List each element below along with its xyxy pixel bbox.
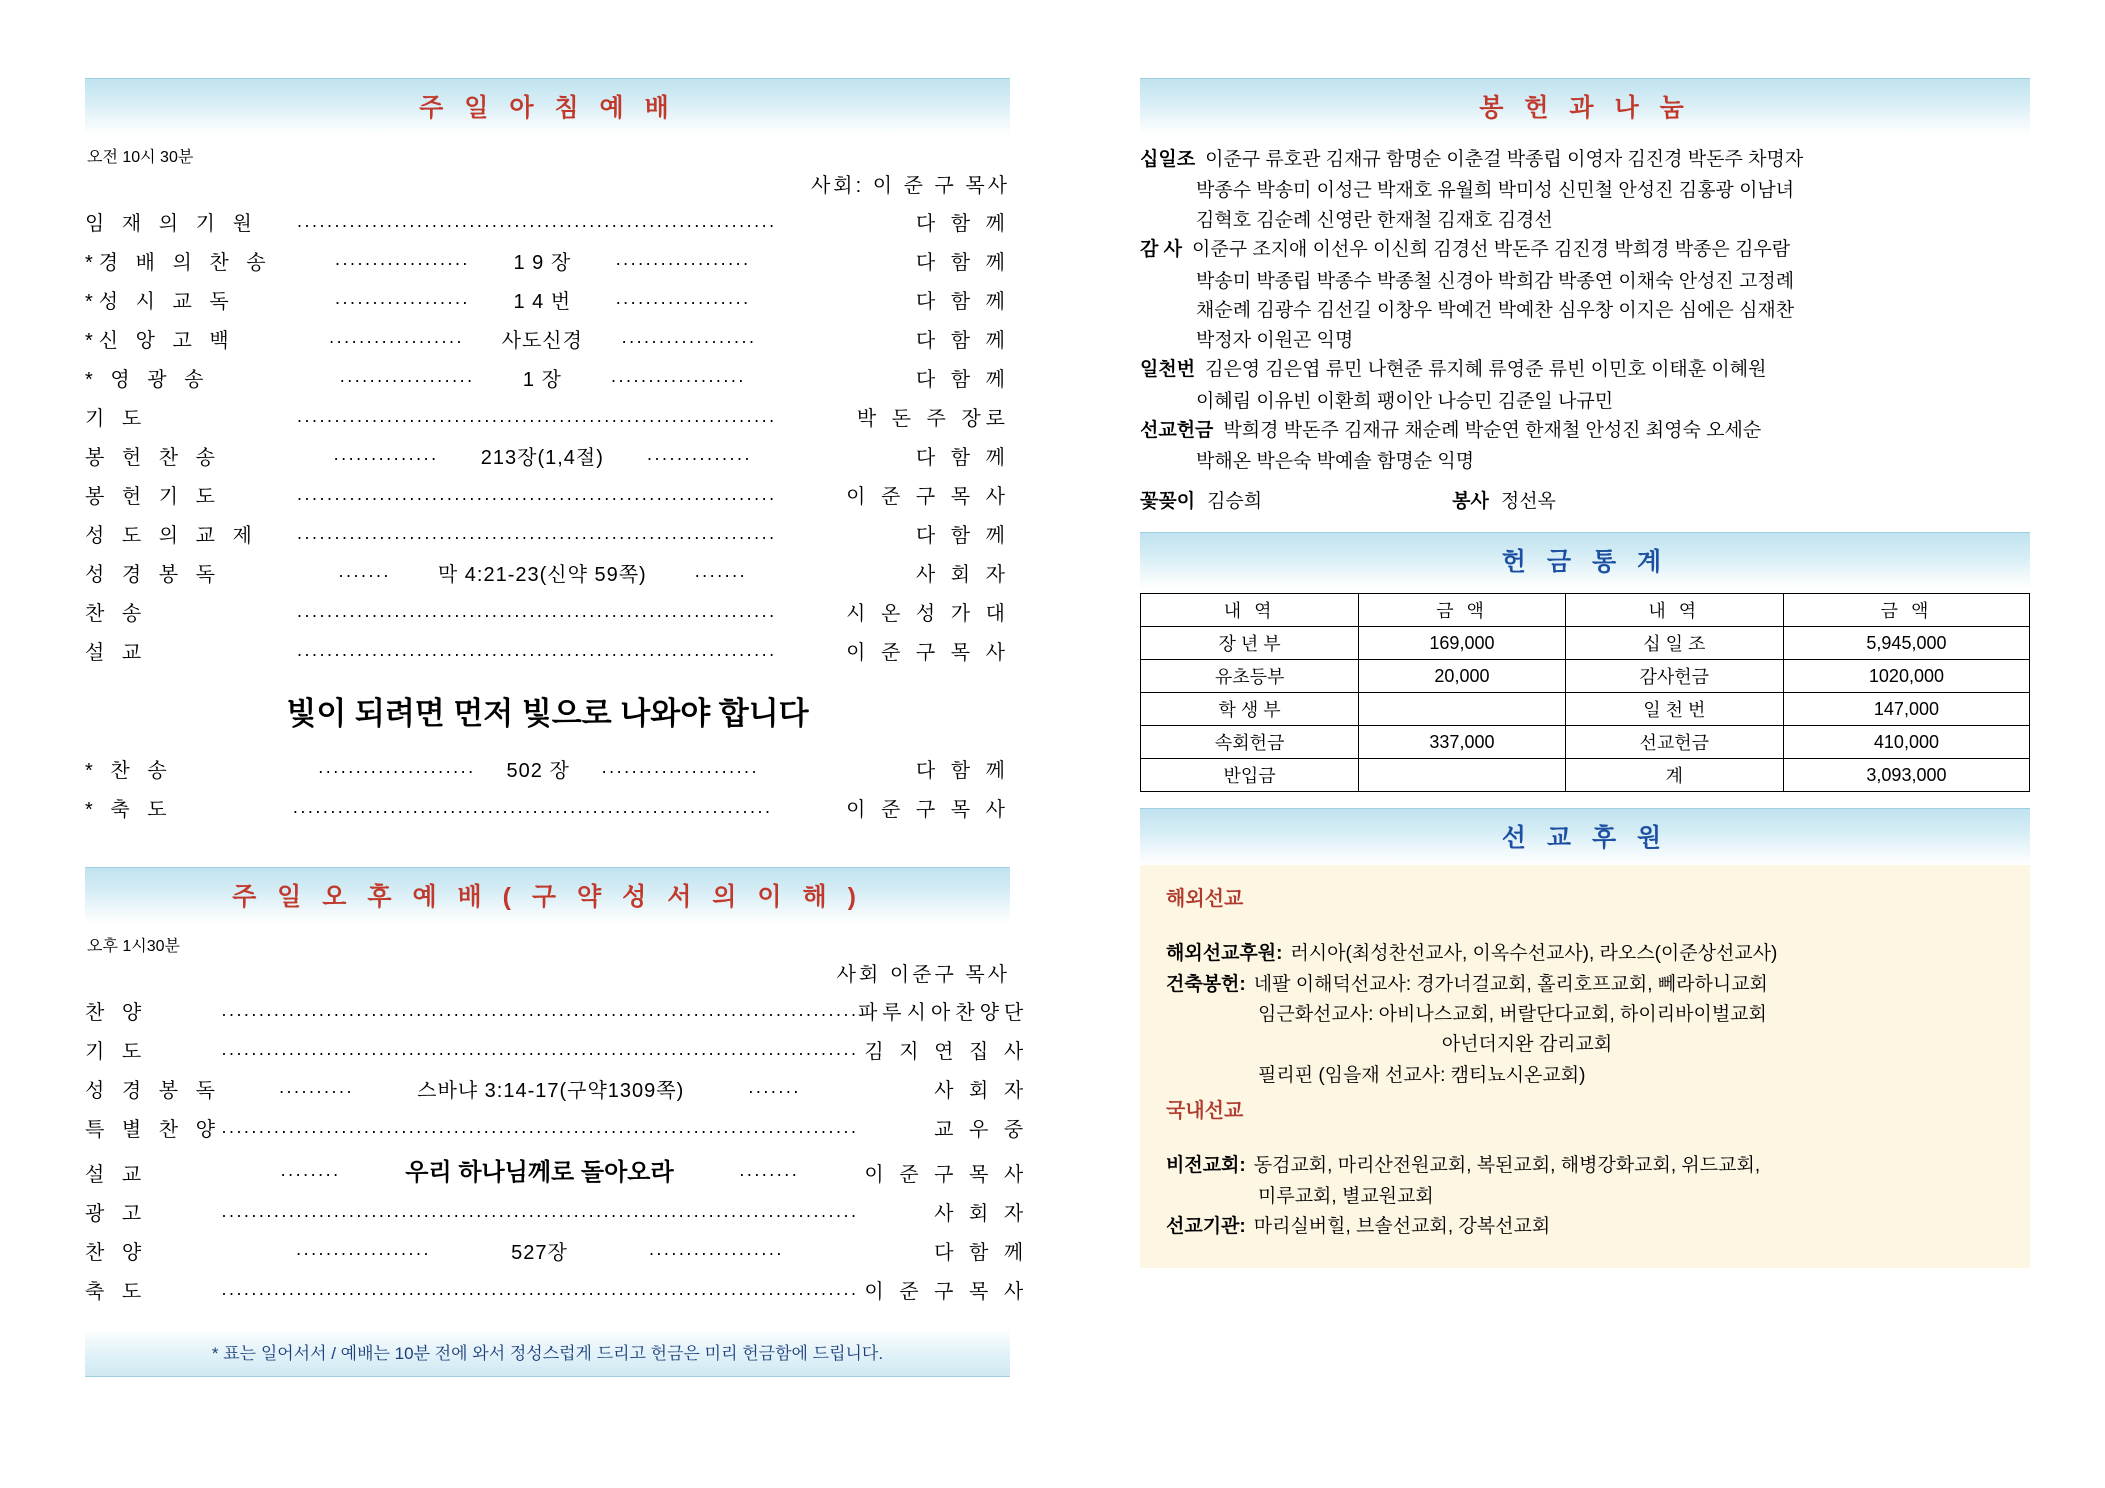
stats-cell: 5,945,000 [1783, 627, 2029, 660]
mission-line-text: 동검교회, 마리산전원교회, 복된교회, 해병강화교회, 위드교회, [1253, 1155, 1761, 1177]
offering-names: 박해온 박은숙 박예솔 함명순 익명 [1196, 451, 1475, 473]
order-who: 다 함 께 [934, 1242, 1029, 1264]
order-detail [292, 788, 784, 827]
flower-label: 꽃꽂이 [1140, 490, 1196, 512]
order-detail: ·················· 1 9 장 ·················· [297, 241, 789, 280]
stats-cell [1359, 759, 1565, 792]
order-detail: ·················· 1 장 ·················· [297, 358, 789, 397]
order-who: 다 함 께 [915, 369, 1010, 391]
order-item: 설 교 [85, 1164, 148, 1186]
stats-col-header: 내 역 [1565, 594, 1783, 627]
offering-group-label: 십일조 [1140, 149, 1196, 170]
mission-line [1166, 1061, 2008, 1091]
offering-names: 채순례 김광수 김선길 이창우 박예건 박예찬 심우창 이지은 심에은 심재찬 [1196, 300, 1795, 322]
order-item: 봉 헌 찬 송 [85, 447, 221, 469]
dot-leader: ········ [738, 1164, 799, 1184]
stats-cell: 일 천 번 [1565, 693, 1783, 726]
order-detail [221, 991, 858, 1030]
order-who: 사 회 자 [934, 1080, 1029, 1102]
order-item: 성 경 봉 독 [85, 1080, 221, 1102]
service-name: 정선옥 [1500, 490, 1556, 512]
order-who: 이 준 구 목 사 [846, 486, 1010, 508]
order-detail [297, 514, 789, 553]
offering-group-label: 감 사 [1140, 239, 1182, 261]
stats-cell: 감사헌금 [1565, 660, 1783, 693]
afternoon-service-leader: 사회 이준구 목사 [836, 964, 1010, 986]
table-header-row [1141, 594, 2030, 627]
order-who: 이 준 구 목 사 [864, 1164, 1029, 1186]
order-row [85, 991, 1028, 1030]
dot-leader: ····················································································· [220, 1283, 858, 1303]
table-row [1141, 660, 2030, 693]
mission-line [1166, 1030, 2008, 1060]
dot-leader: ····················································································· [220, 1121, 858, 1141]
stats-cell: 3,093,000 [1783, 759, 2029, 792]
offering-group [1140, 416, 2030, 445]
mission-line-text: 임근화선교사: 아비나스교회, 버랄단다교회, 하이리바이벌교회 [1258, 1004, 1767, 1026]
order-item: 찬 양 [85, 1242, 148, 1264]
dot-leader: ································································ [296, 527, 777, 547]
offering-names: 박종수 박송미 이성근 박재호 유월희 박미성 신민철 안성진 김홍광 이남녀 [1196, 180, 1795, 202]
stats-col-header: 금 액 [1359, 594, 1565, 627]
dot-leader: ·················· [334, 253, 470, 273]
dot-leader: ······· [337, 565, 391, 585]
offering-group [1140, 355, 2030, 384]
stats-cell: 선교헌금 [1565, 726, 1783, 759]
dot-leader: ·················· [334, 292, 470, 312]
order-detail: ·········· 스바냐 3:14-17(구약1309쪽) ······· [221, 1069, 858, 1108]
order-detail [221, 1192, 858, 1231]
stats-cell: 십 일 조 [1565, 627, 1783, 660]
order-row [85, 1231, 1028, 1270]
afternoon-order-table [85, 991, 1028, 1309]
order-who: 이 준 구 목 사 [846, 799, 1010, 821]
order-row [85, 358, 1010, 397]
table-row [1141, 627, 2030, 660]
order-row [85, 592, 1010, 631]
order-detail [297, 202, 789, 241]
order-detail [297, 592, 789, 631]
mission-line-label: 비전교회: [1166, 1155, 1246, 1177]
morning-sermon-title: 빛이 되려면 먼저 빛으로 나와야 합니다 [286, 696, 809, 731]
table-row [1141, 759, 2030, 792]
order-row [85, 749, 1010, 788]
offering-names: 김혁호 김순례 신영란 한재철 김재호 김경선 [1196, 209, 1553, 231]
order-item: * 축 도 [85, 799, 173, 821]
order-who: 이 준 구 목 사 [846, 642, 1010, 664]
order-row [85, 553, 1010, 592]
service-label: 봉사 [1452, 490, 1489, 512]
stats-cell: 학 생 부 [1141, 693, 1359, 726]
mission-line [1166, 1000, 2008, 1030]
stats-cell: 계 [1565, 759, 1783, 792]
mission-line-label: 선교기관: [1166, 1215, 1246, 1237]
order-row [85, 514, 1010, 553]
service-footnote: * 표는 일어서서 / 예배는 10분 전에 와서 정성스럽게 드리고 헌금은 미리 헌금함에 드립니다. [85, 1329, 1010, 1377]
order-row [85, 319, 1010, 358]
mission-line [1166, 1212, 2008, 1242]
morning-service-leader: 사회: 이 준 구 목사 [810, 175, 1010, 197]
dot-leader: ·················· [621, 331, 756, 351]
order-row [85, 1108, 1028, 1147]
dot-leader: ·················· [648, 1243, 784, 1263]
order-item: 성 경 봉 독 [85, 564, 221, 586]
offering-group [1140, 235, 2030, 264]
order-row [85, 202, 1010, 241]
table-row [1141, 693, 2030, 726]
offering-group [1140, 145, 2030, 174]
order-row [85, 631, 1010, 670]
stats-cell: 169,000 [1359, 627, 1565, 660]
dot-leader: ·············· [646, 448, 752, 468]
order-row [85, 280, 1010, 319]
stats-cell: 20,000 [1359, 660, 1565, 693]
dot-leader: ····················································································· [220, 1043, 858, 1063]
stats-cell [1359, 693, 1565, 726]
stats-col-header: 내 역 [1141, 594, 1359, 627]
offering-header: 봉 헌 과 나 눔 [1140, 78, 2030, 135]
mission-line-text: 미루교회, 별교원교회 [1258, 1185, 1434, 1207]
dot-leader: ································································ [296, 644, 777, 664]
order-who: 이 준 구 목 사 [864, 1281, 1029, 1303]
afternoon-service-header: 주 일 오 후 예 배 ( 구 약 성 서 의 이 해 ) [85, 867, 1010, 924]
stats-cell: 147,000 [1783, 693, 2029, 726]
order-who: 김 지 연 집 사 [864, 1041, 1029, 1063]
flower-name: 김승희 [1207, 490, 1263, 512]
order-detail [297, 475, 789, 514]
dot-leader: ·············· [333, 448, 439, 468]
offering-names: 이혜림 이유빈 이환희 팽이안 나승민 김준일 나규민 [1196, 390, 1614, 412]
order-detail [221, 1270, 858, 1309]
order-item: 찬 송 [85, 603, 148, 625]
order-who: 시 온 성 가 대 [846, 603, 1010, 625]
morning-order-table-after [85, 749, 1010, 827]
dot-leader: ········ [280, 1164, 341, 1184]
mission-line [1166, 1182, 2008, 1212]
dot-leader: ·················· [610, 370, 746, 390]
order-row [85, 1030, 1028, 1069]
order-detail: ·················· 사도신경 ·················· [297, 319, 789, 358]
order-detail [221, 1030, 858, 1069]
stats-col-header: 금 액 [1783, 594, 2029, 627]
mission-line-text: 필리핀 (임을재 선교사: 캠티뇨시온교회) [1258, 1064, 1586, 1086]
order-item: *경 배 의 찬 송 [85, 252, 272, 274]
stats-cell: 반입금 [1141, 759, 1359, 792]
dot-leader: ·········· [278, 1081, 354, 1101]
mission-support-header: 선 교 후 원 [1140, 808, 2030, 865]
order-row [85, 1192, 1028, 1231]
order-who: 다 함 께 [915, 213, 1010, 235]
order-row [85, 1270, 1028, 1309]
order-who: 사 회 자 [915, 564, 1010, 586]
mission-line-text: 마리실버힐, 브솔선교회, 강복선교회 [1253, 1215, 1551, 1237]
table-row [1141, 726, 2030, 759]
offering-stats-table [1140, 593, 2030, 792]
order-who: 다 함 께 [915, 291, 1010, 313]
dot-leader: ·················· [615, 253, 751, 273]
order-detail: ·················· 1 4 번 ·················· [297, 280, 789, 319]
order-item: 축 도 [85, 1281, 148, 1303]
stats-cell: 장 년 부 [1141, 627, 1359, 660]
order-who: 다 함 께 [915, 760, 1010, 782]
dot-leader: ····················· [601, 761, 759, 781]
mission-support-box [1140, 865, 2030, 1268]
order-item: 임 재 의 기 원 [85, 213, 258, 235]
dot-leader: ····················································································· [220, 1004, 858, 1024]
stats-cell: 1020,000 [1783, 660, 2029, 693]
order-detail: ····················· 502 장 ····················· [292, 749, 784, 788]
right-column [1140, 78, 2030, 1268]
morning-service-header: 주 일 아 침 예 배 [85, 78, 1010, 135]
order-detail [297, 397, 789, 436]
afternoon-sermon-title: 우리 하나님께로 돌아오라 [405, 1159, 674, 1186]
offering-names: 박희경 박돈주 김재규 채순례 박순연 한재철 안성진 최영숙 오세순 [1223, 419, 1762, 441]
order-detail: ······· 막 4:21-23(신약 59쪽) ······· [297, 553, 789, 592]
stats-cell: 337,000 [1359, 726, 1565, 759]
dot-leader: ································································ [296, 410, 777, 430]
order-item: 기 도 [85, 1041, 148, 1063]
order-detail [221, 1147, 858, 1192]
afternoon-service-time: 오후 1시30분 [87, 938, 180, 955]
order-row [85, 241, 1010, 280]
offering-names: 박송미 박종립 박종수 박종철 신경아 박희감 박종연 이채숙 안성진 고정례 [1196, 270, 1795, 292]
flower-and-service-row [1140, 487, 2030, 516]
order-item: *성 시 교 독 [85, 291, 235, 313]
order-row [85, 1069, 1028, 1108]
offering-names: 이준구 류호관 김재규 함명순 이춘걸 박종립 이영자 김진경 박돈주 차명자 [1205, 149, 1804, 170]
stats-cell: 유초등부 [1141, 660, 1359, 693]
order-item: 성 도 의 교 제 [85, 525, 258, 547]
morning-order-table [85, 202, 1010, 670]
offering-stats-header: 헌 금 통 계 [1140, 532, 2030, 589]
offering-group-label: 선교헌금 [1140, 419, 1214, 441]
order-item: 설 교 [85, 642, 148, 664]
left-column [85, 78, 1029, 1377]
dot-leader: ·················· [339, 370, 475, 390]
offering-names: 이준구 조지애 이선우 이신희 김경선 박돈주 김진경 박희경 박종은 김우람 [1192, 239, 1791, 261]
mission-line [1166, 1151, 2008, 1181]
mission-line [1166, 970, 2008, 1000]
order-row [85, 436, 1010, 475]
order-detail [221, 1108, 858, 1147]
order-detail: ·············· 213장(1,4절) ·············· [297, 436, 789, 475]
order-item: *신 앙 고 백 [85, 330, 235, 352]
order-item: * 찬 송 [85, 760, 173, 782]
mission-line-text: 아넌더지완 감리교회 [1441, 1034, 1613, 1056]
dot-leader: ································································ [296, 215, 777, 235]
dot-leader: ································································ [296, 605, 777, 625]
dot-leader: ·················· [615, 292, 751, 312]
order-who: 박 돈 주 장로 [856, 408, 1010, 430]
domestic-mission-heading: 국내선교 [1166, 1100, 1244, 1123]
order-item: 찬 양 [85, 1002, 148, 1024]
order-row [85, 1147, 1028, 1192]
order-row [85, 475, 1010, 514]
offering-names: 박정자 이원곤 익명 [1196, 329, 1354, 351]
order-detail: ·················· 527장 ·················· [221, 1231, 858, 1270]
dot-leader: ····················· [317, 761, 476, 781]
stats-cell: 속회헌금 [1141, 726, 1359, 759]
order-who: 다 함 께 [915, 525, 1010, 547]
order-who: 파루시아찬양단 [857, 1002, 1029, 1024]
order-item: 광 고 [85, 1203, 148, 1225]
dot-leader: ································································ [292, 801, 772, 821]
offering-group-label: 일천번 [1140, 359, 1196, 381]
mission-line-label: 해외선교후원: [1166, 943, 1283, 965]
order-who: 다 함 께 [915, 252, 1010, 274]
dot-leader: ····················································································· [220, 1205, 858, 1225]
order-who: 다 함 께 [915, 330, 1010, 352]
stats-cell: 410,000 [1783, 726, 2029, 759]
order-who: 다 함 께 [915, 447, 1010, 469]
order-item: 봉 헌 기 도 [85, 486, 221, 508]
dot-leader: ······· [747, 1081, 801, 1101]
overseas-mission-heading: 해외선교 [1166, 888, 1244, 911]
mission-line-label: 건축봉헌: [1166, 973, 1246, 995]
order-row [85, 788, 1010, 827]
order-item: 기 도 [85, 408, 148, 430]
offering-names: 김은영 김은엽 류민 나현준 류지혜 류영준 류빈 이민호 이태훈 이혜원 [1205, 359, 1767, 381]
order-row [85, 397, 1010, 436]
order-item: * 영 광 송 [85, 369, 210, 391]
dot-leader: ································································ [296, 488, 777, 508]
offering-lists [1140, 145, 2030, 516]
order-item: 특 별 찬 양 [85, 1119, 221, 1141]
mission-line-text: 네팔 이해덕선교사: 경가너걸교회, 홀리호프교회, 뻬라하니교회 [1253, 973, 1768, 995]
dot-leader: ·················· [295, 1243, 431, 1263]
mission-line [1166, 939, 2008, 969]
morning-service-time: 오전 10시 30분 [87, 149, 194, 166]
dot-leader: ·················· [328, 331, 464, 351]
mission-line-text: 러시아(최성찬선교사, 이옥수선교사), 라오스(이준상선교사) [1290, 943, 1778, 965]
order-who: 교 우 중 [934, 1119, 1029, 1141]
order-detail [297, 631, 789, 670]
dot-leader: ······· [694, 565, 747, 585]
order-who: 사 회 자 [934, 1203, 1029, 1225]
